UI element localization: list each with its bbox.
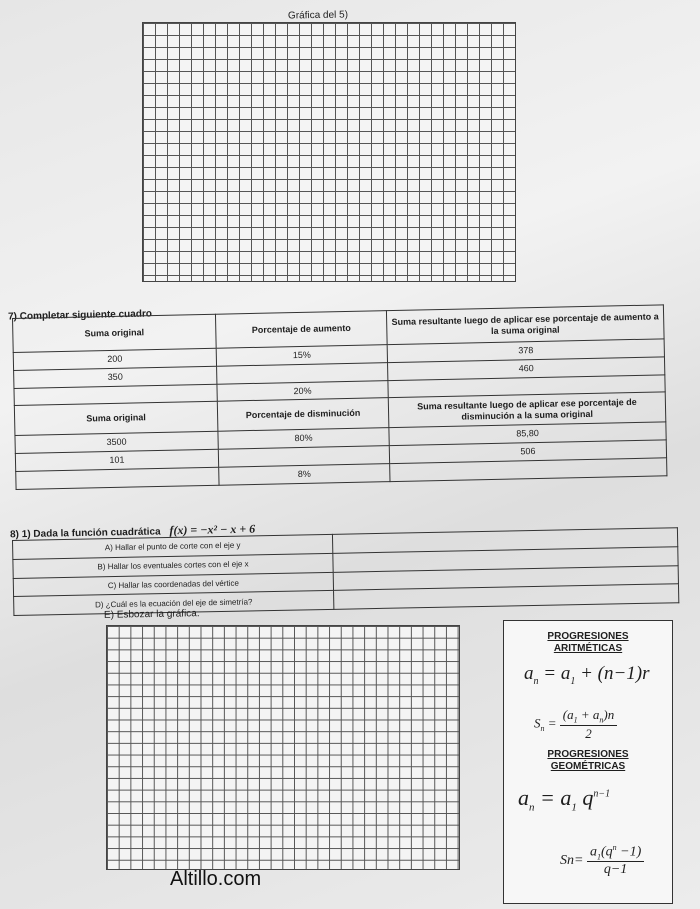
arith-title-1: PROGRESIONES <box>547 631 629 642</box>
header-suma-original: Suma original <box>13 314 217 352</box>
cell-percent-6: 8% <box>219 464 390 485</box>
geom-nth-term-formula: $a_n = a_1$ $q^{n-1}$ <box>518 785 611 814</box>
formula-box <box>503 620 673 904</box>
altillo-watermark: Altillo.com <box>170 868 262 890</box>
graph5-title: Gráfica del 5) <box>287 9 349 22</box>
q7-table <box>12 304 667 490</box>
q8-title: 8) 1) Dada la función cuadrática <box>9 526 161 541</box>
cell-percent-1: 15% <box>216 345 387 366</box>
q8-item-a: A) Hallar el punto de corte con el eje y <box>13 534 333 559</box>
cell-percent-3: 20% <box>217 380 388 401</box>
graph-paper-5 <box>142 22 516 282</box>
cell-result-2: 460 <box>388 357 665 381</box>
header-porcentaje-aumento: Porcentaje de aumento <box>215 311 387 349</box>
cell-result-4: 85,80 <box>389 422 666 446</box>
graph-paper-8 <box>106 625 460 870</box>
q7-title: 7) Completar siguiente cuadro <box>7 308 153 323</box>
geom-title-1: PROGRESIONES <box>547 749 629 760</box>
q8-item-d: D) ¿Cuál es la ecuación del eje de simetría? <box>14 591 334 616</box>
cell-result-1: 378 <box>387 339 664 363</box>
arith-title-2: ARITMÉTICAS <box>553 643 623 654</box>
header-suma-resultante-disminucion: Suma resultante luego de aplicar ese porcentaje de disminución a la suma original <box>388 392 666 428</box>
q8-table <box>9 526 679 616</box>
q8-function: f(x) = −x² − x + 6 <box>169 521 256 538</box>
q8-item-c: C) Hallar las coordenadas del vértice <box>13 572 333 597</box>
cell-original-5: 101 <box>15 450 218 472</box>
q8-item-b: B) Hallar los eventuales cortes con el eje x <box>13 553 333 578</box>
header-porcentaje-disminucion: Porcentaje de disminución <box>217 398 389 432</box>
cell-original-2: 350 <box>14 366 217 388</box>
arith-sum-formula: $S_n$ = $\frac{(a_1 + a_n)n}{2}$ <box>534 707 617 742</box>
cell-percent-4: 80% <box>218 428 389 449</box>
header-suma-resultante-aumento: Suma resultante luego de aplicar ese porcentaje de aumento a la suma original <box>386 305 664 345</box>
arith-nth-term-formula: $a_n = a_1 + (n-1)r$ <box>524 663 650 687</box>
cell-original-1: 200 <box>13 348 216 370</box>
q8-sketch-label: E) Esbozar la gráfica. <box>103 608 200 621</box>
geom-sum-formula: Sn= $\frac{a_1(q^n -1)}{q-1}$ <box>560 843 644 878</box>
cell-original-4: 3500 <box>15 432 218 454</box>
cell-result-5: 506 <box>389 440 666 464</box>
cell-original-6 <box>16 467 219 489</box>
header-suma-original-2: Suma original <box>14 402 218 436</box>
geom-title-2: GEOMÉTRICAS <box>550 761 626 772</box>
